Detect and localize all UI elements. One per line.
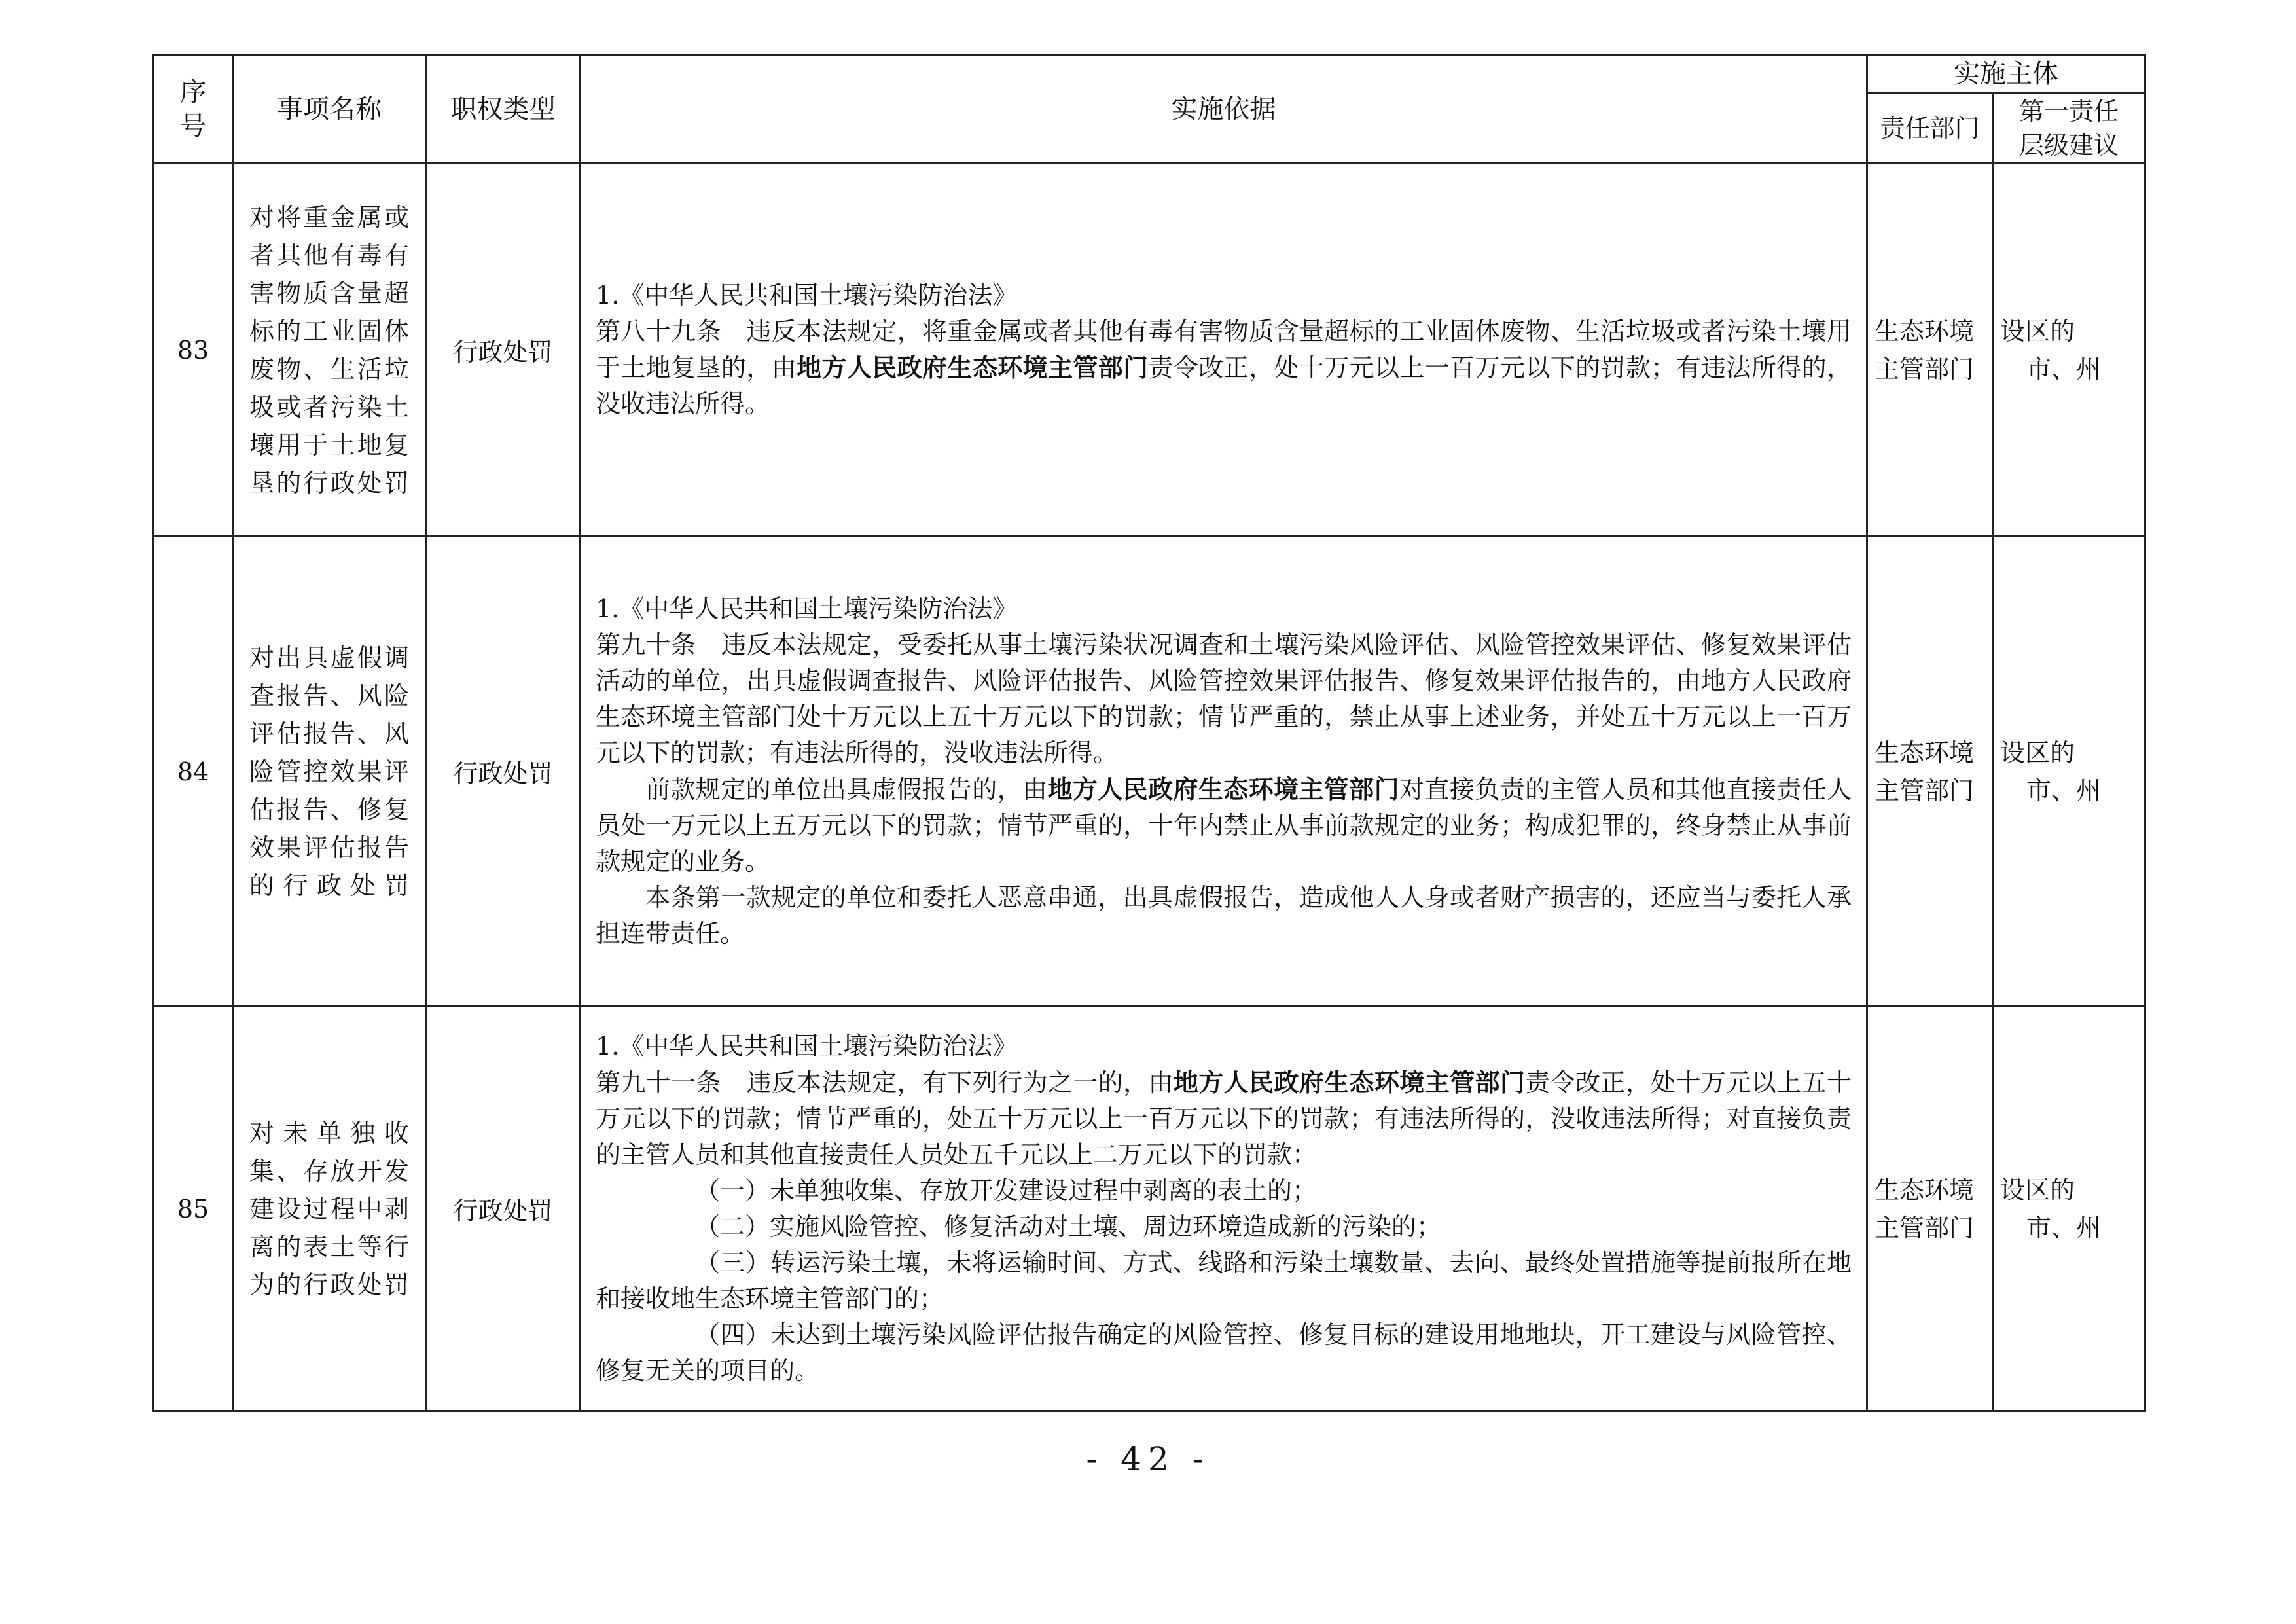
page-number: - 42 -	[1086, 1440, 1210, 1478]
row-seq: 83	[154, 164, 233, 537]
row-power-type: 行政处罚	[426, 1007, 581, 1411]
row-item-name: 对出具虚假调查报告、风险评估报告、风险管控效果评估报告、修复效果评估报告的行政处罚	[233, 537, 426, 1007]
table-row	[154, 164, 2145, 537]
authority-emphasis: 地方人民政府生态环境主管部门	[797, 353, 1149, 382]
row-power-type: 行政处罚	[426, 537, 581, 1007]
row-basis	[581, 537, 1867, 1007]
law-title: 1.《中华人民共和国土壤污染防治法》	[596, 594, 1018, 623]
row-first-level: 设区的 市、州	[1993, 537, 2145, 1007]
authority-emphasis: 地方人民政府生态环境主管部门	[1173, 1068, 1526, 1097]
article-paragraph: 本条第一款规定的单位和委托人恶意串通，出具虚假报告，造成他人人身或者财产损害的，还应当与委托人承担连带责任。	[596, 883, 1852, 948]
row-basis	[581, 164, 1867, 537]
article-item: （二）实施风险管控、修复活动对土壤、周边环境造成新的污染的；	[695, 1212, 1442, 1241]
law-title: 1.《中华人民共和国土壤污染防治法》	[596, 281, 1018, 310]
row-resp-dept: 生态环境主管部门	[1867, 164, 1993, 537]
law-title: 1.《中华人民共和国土壤污染防治法》	[596, 1032, 1018, 1060]
header-row	[154, 55, 2145, 94]
header-first-level: 第一责任层级建议	[1993, 94, 2145, 164]
authority-emphasis: 地方人民政府生态环境主管部门	[1047, 774, 1400, 804]
article-text: 第九十条 违反本法规定，受委托从事土壤污染状况调查和土壤污染风险评估、风险管控效果评估、修复效果评估活动的单位，出具虚假调查报告、风险评估报告、风险管控效果评估报告、修复效果评估报告的，由地方人民政府生态环境主管部门处十万元以上五十万元以下的罚款；情节严重的，禁止从事上述业务，并处五十万元以上一百万元以下的罚款；有违法所得的，没收违法所得。	[596, 630, 1852, 767]
article-text: 第八十九条 违反本法规定，将重金属或者其他有毒有害物质含量超标的工业固体废物、生活垃圾或者污染土壤用于土地复垦的，由地方人民政府生态环境主管部门责令改正，处十万元以上一百万元以下的罚款；有违法所得的，没收违法所得。	[596, 317, 1852, 418]
article-item: （四）未达到土壤污染风险评估报告确定的风险管控、修复目标的建设用地地块，开工建设与风险管控、修复无关的项目的。	[596, 1320, 1852, 1385]
header-resp-dept: 责任部门	[1867, 94, 1993, 164]
header-seq: 序号	[154, 55, 233, 164]
article-paragraph: 前款规定的单位出具虚假报告的，由地方人民政府生态环境主管部门对直接负责的主管人员和其他直接责任人员处一万元以上五万元以下的罚款；情节严重的，十年内禁止从事前款规定的业务；构成犯罪的，终身禁止从事前款规定的业务。	[596, 774, 1852, 876]
header-subject: 实施主体	[1867, 55, 2145, 94]
article-item: （一）未单独收集、存放开发建设过程中剥离的表土的；	[695, 1176, 1318, 1205]
row-seq: 84	[154, 537, 233, 1007]
row-resp-dept: 生态环境主管部门	[1867, 1007, 1993, 1411]
article-text: 第九十一条 违反本法规定，有下列行为之一的，由地方人民政府生态环境主管部门责令改正，处十万元以上五十万元以下的罚款；情节严重的，处五十万元以上一百万元以下的罚款；有违法所得的，没收违法所得；对直接负责的主管人员和其他直接责任人员处五千元以上二万元以下的罚款：	[596, 1068, 1852, 1169]
row-item-name: 对未单独收集、存放开发建设过程中剥离的表土等行为的行政处罚	[233, 1007, 426, 1411]
row-power-type: 行政处罚	[426, 164, 581, 537]
row-seq: 85	[154, 1007, 233, 1411]
row-first-level: 设区的 市、州	[1993, 1007, 2145, 1411]
header-item-name: 事项名称	[233, 55, 426, 164]
table-row	[154, 537, 2145, 1007]
row-item-name: 对将重金属或者其他有毒有害物质含量超标的工业固体废物、生活垃圾或者污染土壤用于土地复垦的行政处罚	[233, 164, 426, 537]
row-first-level: 设区的 市、州	[1993, 164, 2145, 537]
row-resp-dept: 生态环境主管部门	[1867, 537, 1993, 1007]
authority-table	[152, 54, 2146, 1412]
header-power-type: 职权类型	[426, 55, 581, 164]
article-item: （三）转运污染土壤，未将运输时间、方式、线路和污染土壤数量、去向、最终处置措施等提前报所在地和接收地生态环境主管部门的；	[596, 1248, 1852, 1313]
row-basis	[581, 1007, 1867, 1411]
table-row	[154, 1007, 2145, 1411]
header-basis: 实施依据	[581, 55, 1867, 164]
